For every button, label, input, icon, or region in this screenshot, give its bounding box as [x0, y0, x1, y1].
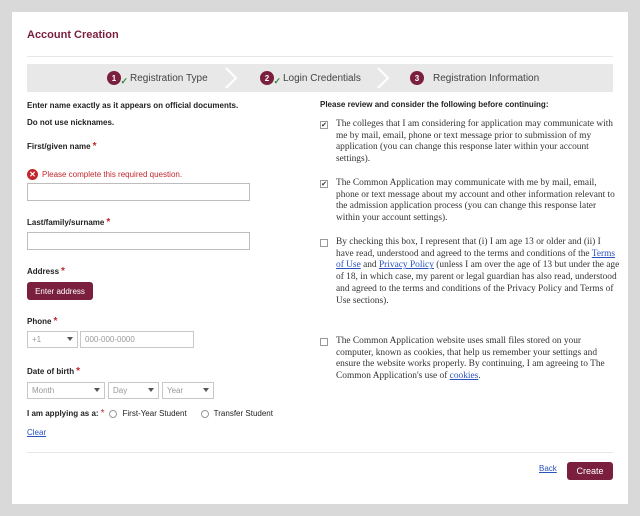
birth-year-select[interactable] [162, 382, 214, 399]
first-year-label[interactable]: First-Year Student [122, 409, 187, 418]
step-number-badge: 1 ✓ [107, 71, 121, 85]
step-registration-type[interactable] [107, 64, 208, 92]
terms-of-use-link[interactable]: Terms of Use [336, 248, 616, 271]
first-year-radio[interactable] [109, 410, 117, 418]
commonapp-consent-checkbox[interactable]: ✔ [321, 180, 327, 188]
checkmark-icon: ✓ [273, 76, 281, 86]
transfer-label[interactable]: Transfer Student [213, 409, 273, 418]
account-creation-card [12, 12, 628, 504]
progress-stepper [27, 64, 613, 92]
required-asterisk: * [100, 408, 105, 419]
nickname-instructions: Do not use nicknames. [27, 118, 115, 127]
agreement-text: The Common Application may communicate with me by mail, email, phone or text message about my account and other information relevant to the admission application process (you can change this response later within your account settings). [336, 178, 615, 224]
agreement-text: The Common Application website uses small files stored on your computer, known as cookies, that help us remember your settings and ensure the website works properly. By continuing, I am agreeing to The Common Application's use of cookies. [336, 336, 605, 382]
step-number-badge: 2 ✓ [260, 71, 274, 85]
step-label: Registration Type [130, 72, 208, 84]
last-name-input[interactable] [27, 232, 250, 250]
step-registration-information[interactable] [410, 64, 539, 92]
privacy-policy-link[interactable]: Privacy Policy [378, 260, 434, 271]
chevron-right-icon [376, 67, 390, 89]
step-number-badge: 3 [410, 71, 424, 85]
year-placeholder: Year [167, 386, 184, 395]
chevron-down-icon [67, 337, 73, 341]
terms-consent-checkbox[interactable] [320, 239, 328, 247]
date-of-birth-label: Date of birth * [27, 366, 81, 377]
agreement-colleges [320, 119, 620, 166]
phone-label: Phone * [27, 316, 58, 327]
footer-divider [27, 452, 613, 453]
create-button[interactable]: Create [567, 462, 613, 480]
first-name-error [27, 169, 182, 180]
chevron-down-icon [148, 388, 154, 392]
chevron-right-icon [224, 67, 238, 89]
step-label: Registration Information [433, 72, 540, 84]
agreements-heading: Please review and consider the following before continuing: [320, 100, 549, 109]
birth-day-select[interactable] [108, 382, 159, 399]
required-asterisk: * [106, 217, 111, 228]
required-asterisk: * [61, 266, 65, 277]
country-code-value: +1 [32, 335, 42, 344]
error-message: Please complete this required question. [42, 170, 183, 179]
agreement-terms [320, 237, 620, 307]
chevron-down-icon [94, 388, 100, 392]
address-label: Address * [27, 266, 65, 277]
checkmark-icon: ✓ [120, 76, 128, 86]
agreement-text: The colleges that I am considering for application may communicate with me by mail, email, phone or text message prior to submission of my application (you can change this response later within your account settings). [336, 119, 613, 165]
applying-as-label: I am applying as a: [27, 409, 99, 418]
birth-month-select[interactable] [27, 382, 105, 399]
month-placeholder: Month [32, 386, 55, 395]
cookies-link[interactable]: cookies [449, 371, 479, 382]
agreement-cookies [320, 336, 620, 383]
first-name-label: First/given name * [27, 141, 97, 152]
agreement-common-app [320, 178, 620, 225]
first-name-input[interactable] [27, 183, 250, 201]
phone-country-code-select[interactable] [27, 331, 78, 348]
chevron-down-icon [203, 388, 209, 392]
enter-address-button[interactable]: Enter address [27, 282, 93, 300]
colleges-consent-checkbox[interactable]: ✔ [321, 121, 327, 129]
phone-number-input[interactable]: 000-000-0000 [80, 331, 194, 348]
transfer-radio[interactable] [201, 410, 209, 418]
error-x-icon: ✕ [27, 169, 38, 180]
title-divider [27, 56, 613, 57]
applicant-type-group [27, 408, 273, 419]
day-placeholder: Day [113, 386, 128, 395]
last-name-label: Last/family/surname * [27, 217, 111, 228]
back-link[interactable]: Back [539, 464, 557, 473]
name-instructions: Enter name exactly as it appears on official documents. [27, 101, 239, 110]
required-asterisk: * [92, 141, 97, 152]
step-label: Login Credentials [283, 72, 361, 84]
clear-link[interactable]: Clear [27, 428, 47, 437]
step-login-credentials[interactable] [260, 64, 361, 92]
page-title: Account Creation [27, 29, 119, 41]
agreement-text: By checking this box, I represent that (i) I am age 13 or older and (ii) I have read, understood and agreed to the terms and conditions of the Terms of Use and Privacy Policy (unless I am over the age of 13 but under the age of 18, in which case, my parent or legal guardian has also read, understood and agreed to the terms and conditions of the Privacy Policy and Terms of Use sections). [336, 237, 620, 306]
cookies-consent-checkbox[interactable] [320, 338, 328, 346]
required-asterisk: * [53, 316, 58, 327]
required-asterisk: * [76, 366, 81, 377]
